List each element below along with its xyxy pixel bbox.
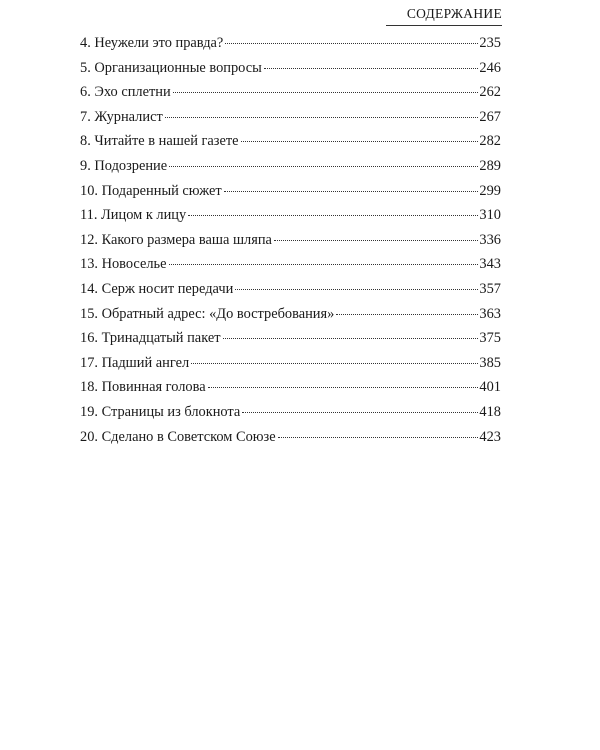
dot-leader xyxy=(274,240,478,241)
toc-entry-title: 14. Серж носит передачи xyxy=(80,280,234,297)
toc-entry xyxy=(80,109,501,134)
dot-leader xyxy=(241,141,479,142)
toc-entry xyxy=(80,355,501,380)
toc-entry xyxy=(80,404,501,429)
toc-entry xyxy=(80,256,501,281)
toc-entry-page: 401 xyxy=(479,379,501,396)
dot-leader xyxy=(165,117,479,118)
dot-leader xyxy=(208,387,479,388)
toc-entry-title: 11. Лицом к лицу xyxy=(80,207,187,224)
toc-entry-title: 17. Падший ангел xyxy=(80,354,190,371)
toc-entry xyxy=(80,232,501,257)
toc-entry-title: 18. Повинная голова xyxy=(80,379,206,396)
toc-entry-page: 385 xyxy=(479,354,501,371)
toc-entry-page: 267 xyxy=(479,108,501,125)
dot-leader xyxy=(223,338,479,339)
toc-entry-title: 5. Организационные вопросы xyxy=(80,59,262,76)
toc-entry-title: 10. Подаренный сюжет xyxy=(80,182,222,199)
toc-entry xyxy=(80,281,501,306)
toc-entry-title: 20. Сделано в Советском Союзе xyxy=(80,428,276,445)
toc-entry xyxy=(80,84,501,109)
toc-entry xyxy=(80,183,501,208)
toc-entry-page: 310 xyxy=(479,207,501,224)
toc-entry xyxy=(80,429,501,454)
toc-entry-title: 7. Журналист xyxy=(80,108,163,125)
toc-entry-title: 19. Страницы из блокнота xyxy=(80,403,241,420)
toc-entry-title: 8. Читайте в нашей газете xyxy=(80,133,239,150)
toc-entry xyxy=(80,330,501,355)
running-head: СОДЕРЖАНИЕ xyxy=(406,6,502,21)
toc-entry-title: 12. Какого размера ваша шляпа xyxy=(80,231,272,248)
dot-leader xyxy=(235,289,478,290)
toc-entry-page: 299 xyxy=(479,182,501,199)
toc-entry-page: 418 xyxy=(479,403,501,420)
toc-entry xyxy=(80,207,501,232)
dot-leader xyxy=(169,166,478,167)
toc-entry-page: 246 xyxy=(479,59,501,76)
toc-entry-page: 289 xyxy=(479,157,501,174)
toc-entry-page: 363 xyxy=(479,305,501,322)
toc-entry xyxy=(80,60,501,85)
table-of-contents xyxy=(80,35,501,453)
dot-leader xyxy=(336,314,478,315)
toc-entry xyxy=(80,158,501,183)
toc-entry-page: 357 xyxy=(479,280,501,297)
dot-leader xyxy=(242,412,478,413)
toc-entry-title: 6. Эхо сплетни xyxy=(80,84,171,101)
dot-leader xyxy=(224,191,479,192)
dot-leader xyxy=(264,68,479,69)
dot-leader xyxy=(173,92,479,93)
dot-leader xyxy=(278,437,479,438)
toc-entry-title: 15. Обратный адрес: «До востребования» xyxy=(80,305,335,322)
dot-leader xyxy=(188,215,478,216)
toc-entry-page: 235 xyxy=(479,35,501,51)
toc-entry-page: 262 xyxy=(479,84,501,101)
running-head-rule xyxy=(386,25,502,26)
toc-entry-page: 282 xyxy=(479,133,501,150)
toc-entry-page: 375 xyxy=(479,330,501,347)
dot-leader xyxy=(191,363,478,364)
toc-entry-page: 343 xyxy=(479,256,501,273)
toc-entry-title: 16. Тринадцатый пакет xyxy=(80,330,221,347)
toc-entry xyxy=(80,379,501,404)
toc-entry xyxy=(80,306,501,331)
toc-entry-title: 9. Подозрение xyxy=(80,157,168,174)
toc-entry-page: 336 xyxy=(479,231,501,248)
toc-entry-page: 423 xyxy=(479,428,501,445)
toc-entry-title: 4. Неужели это правда? xyxy=(80,35,224,51)
dot-leader xyxy=(225,43,478,44)
toc-entry xyxy=(80,35,501,60)
toc-entry xyxy=(80,133,501,158)
dot-leader xyxy=(169,264,479,265)
toc-entry-title: 13. Новоселье xyxy=(80,256,167,273)
